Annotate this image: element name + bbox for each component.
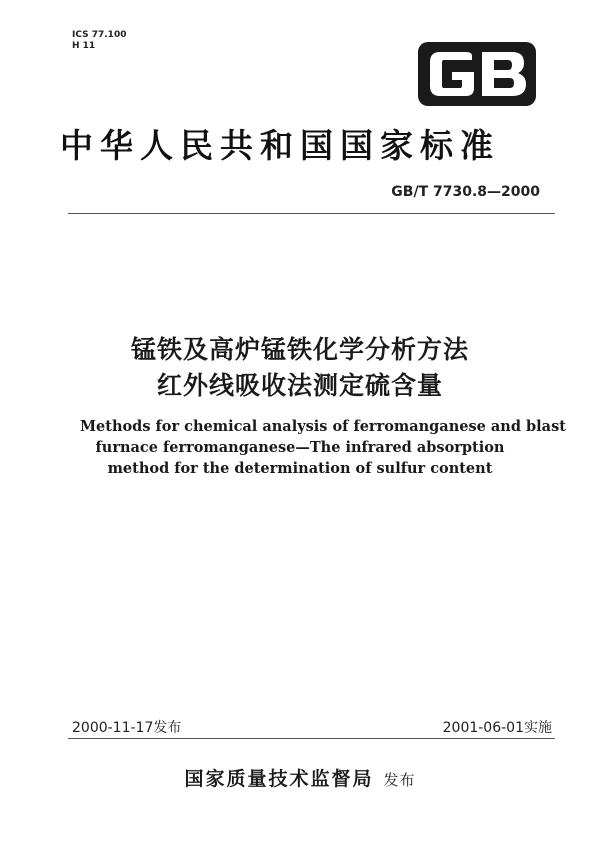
issuer-name: 国家质量技术监督局 (184, 768, 374, 790)
national-standard-heading: 中华人民共和国国家标准 (60, 126, 500, 165)
title-cn-line1: 锰铁及高炉锰铁化学分析方法 (130, 335, 469, 364)
issue-date: 2000-11-17发布 (72, 720, 182, 736)
title-en-line3: method for the determination of sulfur content (107, 460, 493, 477)
svg-text:GB: GB (418, 42, 420, 43)
implement-date: 2001-06-01实施 (442, 720, 552, 736)
classification-codes (72, 30, 126, 52)
issuer-action: 发布 (383, 771, 416, 789)
header-divider (68, 213, 555, 214)
footer-divider (68, 738, 555, 739)
title-cn-line2: 红外线吸收法测定硫含量 (156, 371, 443, 400)
issuer-line (0, 764, 600, 791)
standard-number: GB/T 7730.8—2000 (391, 184, 540, 200)
title-en-line2: furnace ferromanganese—The infrared absorption (95, 439, 505, 456)
ics-code: ICS 77.100 (72, 30, 127, 40)
class-code: H 11 (72, 41, 96, 51)
title-en (80, 416, 566, 479)
gb-logo (418, 42, 536, 106)
title-en-line1: Methods for chemical analysis of ferromanganese and blast (80, 418, 566, 435)
